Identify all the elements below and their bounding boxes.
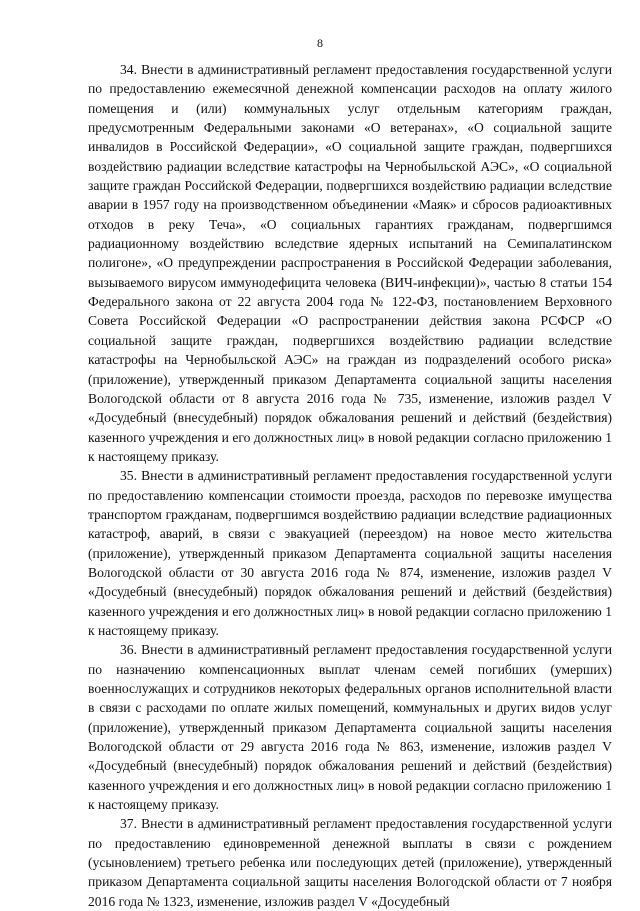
paragraph-35: 35. Внести в административный регламент предоставления государственной услуги по предоставлению компенсации стоимости проезда, расходов по перевозке имущества транспортом гражданам, подвергшимся воздействию радиации вследствие радиационных катастроф, аварий, в связи с эвакуацией (переездом) на новое место жительства (приложение), утвержденный приказом Департамента социальной защиты населения Вологодской области от 30 августа 2016 года № 874, изменение, изложив раздел V «Досудебный (внесудебный) порядок обжалования решений и действий (бездействия) казенного учреждения и его должностных лиц» в новой редакции согласно приложению 1 к настоящему приказу. — [88, 468, 612, 638]
page-number: 8 — [317, 36, 323, 50]
document-body — [88, 60, 612, 911]
paragraph-36: 36. Внести в административный регламент предоставления государственной услуги по назначению компенсационных выплат членам семей погибших (умерших) военнослужащих и сотрудников некоторых федеральных органов исполнительной власти в связи с расходами по оплате жилых помещений, коммунальных и других видов услуг (приложение), утвержденный приказом Департамента социальной защиты населения Вологодской области от 29 августа 2016 года № 863, изменение, изложив раздел V «Досудебный (внесудебный) порядок обжалования решений и действий (бездействия) казенного учреждения и его должностных лиц» в новой редакции согласно приложению 1 к настоящему приказу. — [88, 642, 612, 813]
paragraph-37: 37. Внести в административный регламент предоставления государственной услуги по предоставлению единовременной денежной выплаты в связи с рождением (усыновлением) третьего ребенка или последующих детей (приложение), утвержденный приказом Департамента социальной защиты населения Вологодской области от 7 ноября 2016 года № 1323, изменение, изложив раздел V «Досудебный — [88, 816, 612, 909]
paragraph-34: 34. Внести в административный регламент предоставления государственной услуги по предоставлению ежемесячной денежной компенсации расходов на оплату жилого помещения и (или) коммунальных услуг отдельным категориям граждан, предусмотренным Федеральными законами «О ветеранах», «О социальной защите инвалидов в Российской Федерации», «О социальной защите граждан, подвергшихся воздействию радиации вследствие катастрофы на Чернобыльской АЭС», «О социальной защите граждан Российской Федерации, подвергшихся воздействию радиации вследствие аварии в 1957 году на производственном объединении «Маяк» и сбросов радиоактивных отходов в реку Теча», «О социальных гарантиях гражданам, подвергшимся радиационному воздействию вследствие ядерных испытаний на Семипалатинском полигоне», «О предупреждении распространения в Российской Федерации заболевания, вызываемого вирусом иммунодефицита человека (ВИЧ-инфекции)», частью 8 статьи 154 Федерального закона от 22 августа 2004 года № 122-ФЗ, постановлением Верховного Совета Российской Федерации «О распространении действия закона РСФСР «О социальной защите граждан, подвергшихся воздействию радиации вследствие катастрофы на Чернобыльской АЭС» на граждан из подразделений особого риска» (приложение), утвержденный приказом Департамента социальной защиты населения Вологодской области от 8 августа 2016 года № 735, изменение, изложив раздел V «Досудебный (внесудебный) порядок обжалования решений и действий (бездействия) казенного учреждения и его должностных лиц» в новой редакции согласно приложению 1 к настоящему приказу. — [88, 62, 612, 464]
